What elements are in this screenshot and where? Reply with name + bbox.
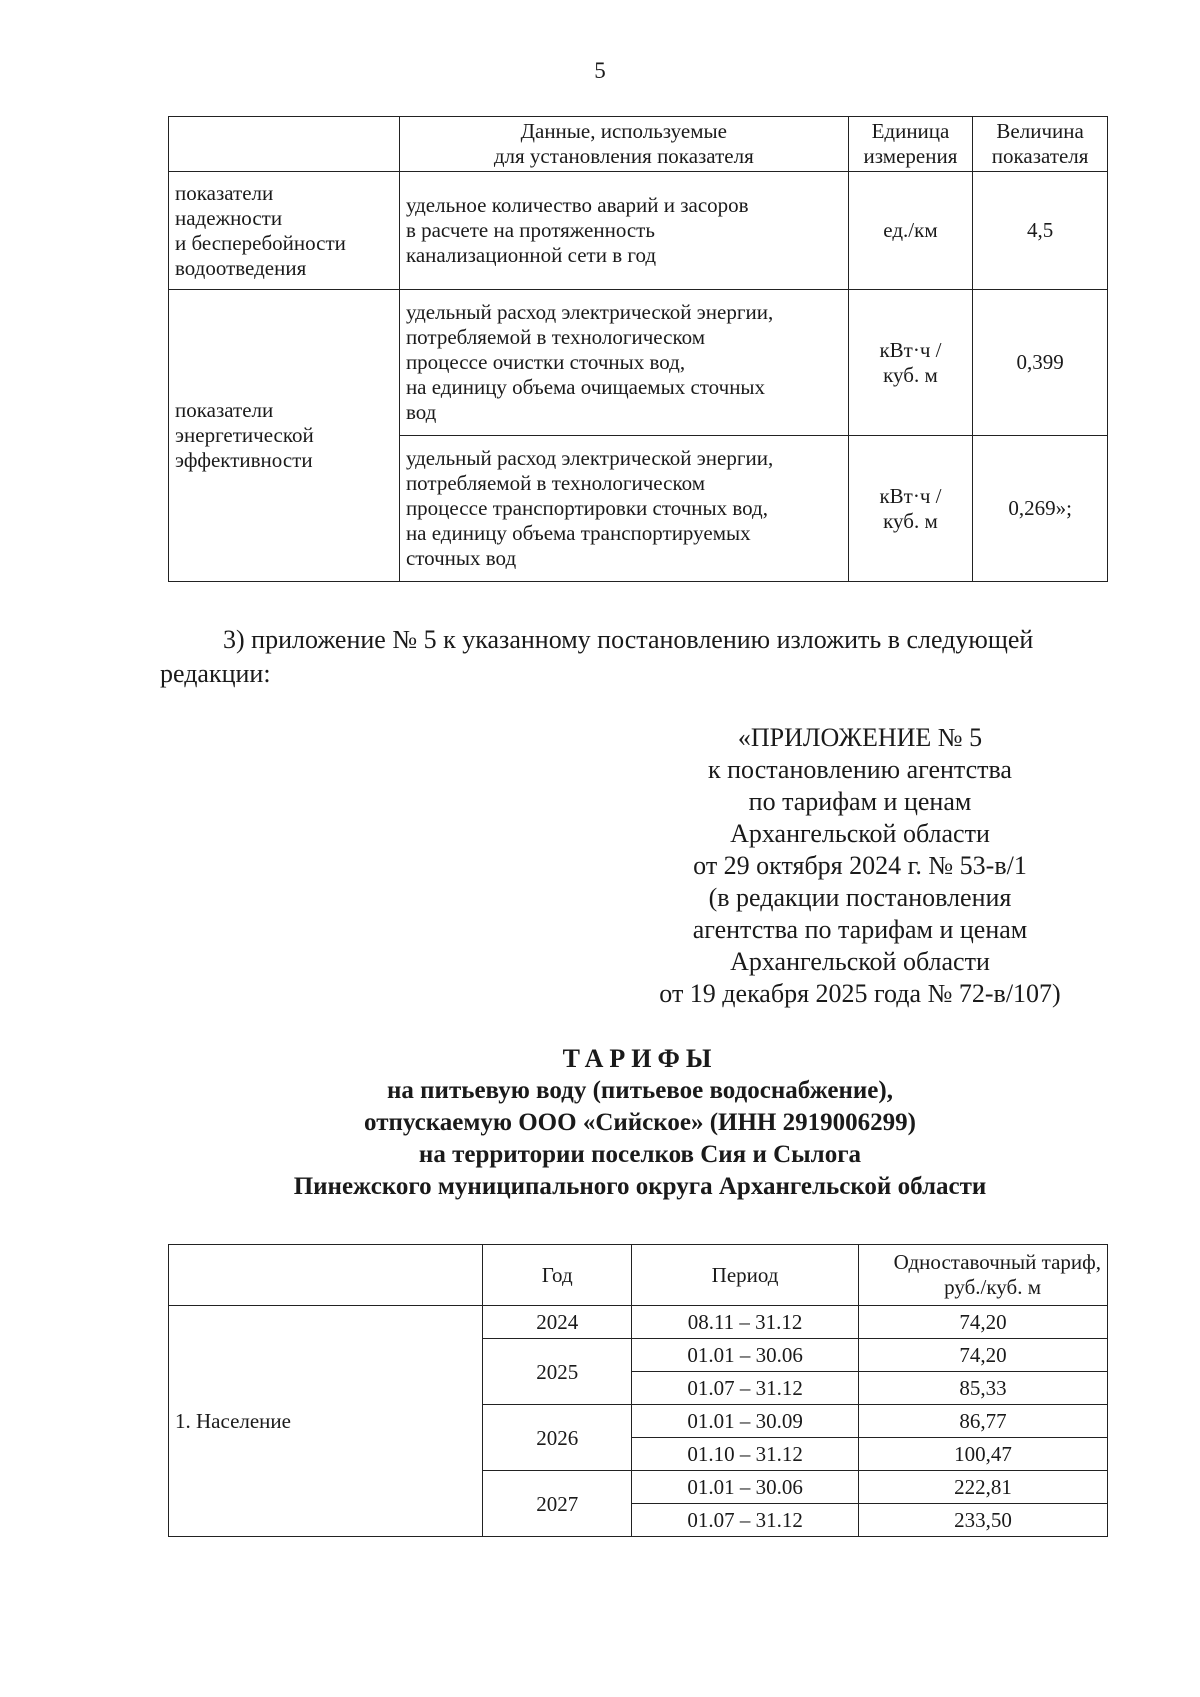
title-line: Пинежского муниципального округа Архангельской области bbox=[293, 1173, 987, 1200]
value-cell: 4,5 bbox=[973, 172, 1108, 290]
cell-text: потребляемой в технологическом bbox=[405, 471, 705, 495]
cell-text: сточных вод bbox=[405, 546, 517, 570]
group-cell: 1. Население bbox=[169, 1306, 483, 1537]
cell-text: надежности bbox=[175, 205, 283, 230]
table-row bbox=[169, 1306, 1108, 1339]
cell-text: вод bbox=[405, 400, 437, 424]
cell-text: процессе транспортировки сточных вод, bbox=[405, 496, 768, 520]
year-cell: 2027 bbox=[483, 1471, 632, 1537]
value-cell: 0,399 bbox=[973, 290, 1108, 436]
page-number: 5 bbox=[594, 58, 606, 83]
year-cell: 2024 bbox=[483, 1306, 632, 1339]
title-line: на питьевую воду (питьевое водоснабжение), bbox=[387, 1077, 893, 1104]
title-heading: ТАРИФЫ bbox=[562, 1044, 718, 1073]
tariff-cell: 222,81 bbox=[858, 1471, 1107, 1504]
data-cell bbox=[399, 172, 848, 290]
period-cell: 08.11 – 31.12 bbox=[632, 1306, 859, 1339]
header-unit-cell bbox=[848, 117, 973, 172]
period-cell: 01.07 – 31.12 bbox=[632, 1504, 859, 1537]
cell-text: куб. м bbox=[883, 508, 938, 533]
header-empty-cell bbox=[169, 1245, 483, 1306]
appendix-line: Архангельской области bbox=[730, 947, 990, 976]
appendix-line: «ПРИЛОЖЕНИЕ № 5 bbox=[737, 723, 983, 752]
cell-text: процессе очистки сточных вод, bbox=[405, 350, 686, 374]
cell-text: удельный расход электрической энергии, bbox=[405, 446, 774, 470]
header-text: Данные, используемые bbox=[520, 119, 727, 143]
header-text: Одноставочный тариф, bbox=[893, 1250, 1101, 1274]
document-title bbox=[0, 1043, 1200, 1203]
cell-text: энергетической bbox=[175, 423, 314, 447]
header-text: измерения bbox=[863, 144, 958, 168]
tariff-cell: 100,47 bbox=[858, 1438, 1107, 1471]
cell-text: и бесперебойности bbox=[175, 230, 346, 255]
data-cell bbox=[399, 436, 848, 582]
year-cell: 2025 bbox=[483, 1339, 632, 1405]
tariff-cell: 233,50 bbox=[858, 1504, 1107, 1537]
header-tariff-cell bbox=[858, 1245, 1107, 1306]
appendix-header bbox=[600, 722, 1120, 1010]
header-text: руб./куб. м bbox=[944, 1275, 1041, 1299]
tariff-cell: 85,33 bbox=[858, 1372, 1107, 1405]
tariff-cell: 74,20 bbox=[858, 1306, 1107, 1339]
cell-text: на единицу объема очищаемых сточных bbox=[405, 375, 766, 399]
cell-text: кВт·ч / bbox=[879, 483, 942, 508]
header-text: Единица bbox=[871, 119, 950, 143]
table-row bbox=[169, 290, 1108, 436]
cell-text: в расчете на протяженность bbox=[405, 218, 655, 242]
category-cell bbox=[169, 290, 400, 582]
cell-text: на единицу объема транспортируемых bbox=[405, 521, 751, 545]
cell-text: удельный расход электрической энергии, bbox=[405, 300, 774, 324]
header-text: показателя bbox=[991, 144, 1089, 168]
category-cell bbox=[169, 172, 400, 290]
title-line: на территории поселков Сия и Сылога bbox=[418, 1141, 862, 1168]
cell-text: канализационной сети в год bbox=[405, 243, 657, 267]
year-cell: 2026 bbox=[483, 1405, 632, 1471]
data-cell bbox=[399, 290, 848, 436]
tariff-cell: 86,77 bbox=[858, 1405, 1107, 1438]
header-text: для установления показателя bbox=[493, 144, 754, 168]
value-cell: 0,269»; bbox=[973, 436, 1108, 582]
unit-cell bbox=[848, 290, 973, 436]
unit-cell bbox=[848, 436, 973, 582]
appendix-line: (в редакции постановления bbox=[708, 883, 1012, 912]
cell-text: показатели bbox=[175, 398, 274, 422]
tariff-cell: 74,20 bbox=[858, 1339, 1107, 1372]
cell-text: водоотведения bbox=[175, 255, 307, 280]
title-line: отпускаемую ООО «Сийское» (ИНН 2919006299) bbox=[364, 1109, 916, 1136]
header-data-cell bbox=[399, 117, 848, 172]
unit-cell bbox=[848, 172, 973, 290]
cell-text: ед./км bbox=[883, 218, 938, 242]
appendix-line: к постановлению агентства bbox=[708, 755, 1012, 784]
period-cell: 01.07 – 31.12 bbox=[632, 1372, 859, 1405]
table-row bbox=[169, 172, 1108, 290]
appendix-line: по тарифам и ценам bbox=[748, 787, 972, 816]
period-cell: 01.10 – 31.12 bbox=[632, 1438, 859, 1471]
header-year-cell: Год bbox=[483, 1245, 632, 1306]
period-cell: 01.01 – 30.06 bbox=[632, 1471, 859, 1504]
header-empty-cell bbox=[169, 117, 400, 172]
period-cell: 01.01 – 30.09 bbox=[632, 1405, 859, 1438]
appendix-line: от 29 октября 2024 г. № 53-в/1 bbox=[693, 851, 1027, 880]
indicators-table bbox=[168, 116, 1108, 582]
appendix-line: от 19 декабря 2025 года № 72-в/107) bbox=[659, 979, 1061, 1008]
cell-text: кВт·ч / bbox=[879, 337, 942, 362]
header-text: Величина bbox=[996, 119, 1084, 143]
table-header-row bbox=[169, 117, 1108, 172]
period-cell: 01.01 – 30.06 bbox=[632, 1339, 859, 1372]
cell-text: эффективности bbox=[175, 448, 313, 472]
appendix-line: Архангельской области bbox=[730, 819, 990, 848]
cell-text: удельное количество аварий и засоров bbox=[405, 193, 749, 217]
appendix-line: агентства по тарифам и ценам bbox=[692, 915, 1028, 944]
amendment-paragraph: 3) приложение № 5 к указанному постановлению изложить в следующей редакции: bbox=[160, 625, 1034, 688]
cell-text: куб. м bbox=[883, 362, 938, 387]
tariffs-table bbox=[168, 1244, 1108, 1537]
table-header-row bbox=[169, 1245, 1108, 1306]
header-period-cell: Период bbox=[632, 1245, 859, 1306]
cell-text: показатели bbox=[175, 180, 274, 205]
header-value-cell bbox=[973, 117, 1108, 172]
cell-text: потребляемой в технологическом bbox=[405, 325, 705, 349]
